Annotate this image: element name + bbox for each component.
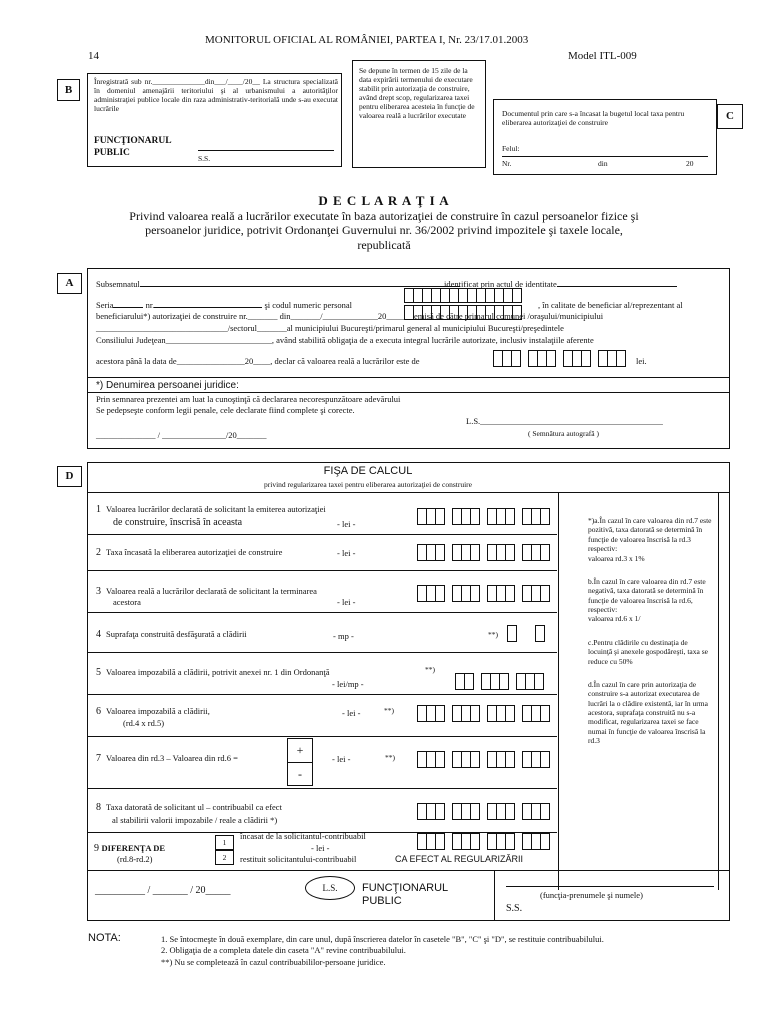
- side-notes: [588, 516, 712, 746]
- side-note-b: b.În cazul în care valoarea din rd.7 este negativă, taxa datorată se determină în funcţie de valoarea înscrisă la rd.6, respectiv:: [588, 576, 706, 614]
- box-b: [87, 73, 342, 167]
- row-label: Suprafaţa construită desfăşurată a clădirii: [106, 629, 247, 639]
- deadline-note-box: [352, 60, 486, 168]
- box-c-letter: C: [717, 104, 743, 129]
- calc-title: FIŞA DE CALCUL: [323, 465, 413, 477]
- row8-value-field[interactable]: [417, 802, 557, 820]
- calc-row: [87, 570, 557, 613]
- row5-value-field[interactable]: [417, 672, 551, 690]
- row-unit: - lei -: [337, 548, 356, 558]
- row-number: 6: [96, 706, 101, 717]
- deadline-note: Se depune în termen de 15 zile de la data expirării termenului de executare stabilit prin autorizaţia de construire, având drept scop, regularizarea taxei pentru eliberarea acesteia în funcţie de valoarea reală a lucrărilor executate: [359, 66, 475, 120]
- row2-value-field[interactable]: [417, 543, 557, 561]
- calc-row: [87, 652, 557, 695]
- regularization-effect: CA EFECT AL REGULARIZĂRII: [395, 854, 524, 864]
- row-label: Valoarea impozabilă a clădirii, potrivit anexei nr. 1 din Ordonanţă: [106, 667, 330, 677]
- box-c-nr: Nr.: [502, 159, 512, 168]
- calc-row: [87, 694, 557, 737]
- nr-label: nr.: [145, 300, 155, 310]
- row4-value-field-2[interactable]: [535, 624, 544, 642]
- row-number: 7: [96, 753, 101, 764]
- row-label-2: al stabilirii valorii impozabile / reale a clădirii *): [112, 815, 278, 825]
- row-label: Valoarea reală a lucrărilor declarată de solicitant la terminarea: [106, 586, 317, 596]
- box-d-letter: D: [57, 466, 82, 487]
- legal-text-1: Prin semnarea prezentei am luat la cunoştinţă că declararea necorespunzătoare adevărului: [96, 394, 401, 404]
- box-a-ls: L.S.___________________________________________: [466, 416, 663, 426]
- row3-value-field[interactable]: [417, 584, 557, 602]
- row4-value-field[interactable]: [507, 624, 516, 642]
- side-note-a-formula: valoarea rd.3 x 1%: [588, 553, 645, 563]
- box-a-line4: _______________________________/sectorul_______al municipiului Bucureşti/primarul general al municipiului Bucureşti/preşedintele: [96, 323, 564, 333]
- box-a-line3: beneficiarului*) autorizaţiei de construire nr._______ din_______/_____________20______ emisă de către primarul comunei /oraşului/municipiului: [96, 311, 604, 321]
- row-mark: **): [384, 706, 394, 715]
- minus-sign[interactable]: -: [298, 767, 302, 781]
- row-unit: - lei/mp -: [332, 679, 364, 689]
- row-label-2: de construire, înscrisă în aceasta: [113, 517, 243, 528]
- side-note-c: c.Pentru clădirile cu destinaţia de locuinţă şi anexele gospodăreşti, taxa se reduce cu 50%: [588, 637, 708, 666]
- box-b-ss: S.S.: [198, 154, 211, 163]
- calc-row-9: [87, 832, 557, 868]
- box-a-letter: A: [57, 273, 82, 294]
- row-label: Taxa datorată de solicitant ul – contribuabil ca efect: [106, 802, 282, 812]
- row-number: 2: [96, 547, 101, 558]
- difference-label: DIFERENŢA DE: [101, 843, 166, 853]
- row-label: Valoarea impozabilă a clădirii,: [106, 706, 210, 716]
- legal-text-2: Se pedepseşte conform legii penale, cele declarate fiind complete şi corecte.: [96, 405, 355, 415]
- row1-value-field[interactable]: [417, 507, 557, 525]
- row9-unit: - lei -: [311, 843, 330, 853]
- row-number: 1: [96, 504, 101, 515]
- row-label-2: (rd.4 x rd.5): [123, 718, 165, 728]
- calc-row: [87, 534, 557, 571]
- box-b-functionar: FUNCŢIONARUL PUBLIC: [94, 136, 172, 158]
- nota-item: **) Nu se completează în cazul contribuabililor-persoane juridice.: [161, 956, 386, 967]
- row-label-2: acestora: [113, 597, 141, 607]
- side-note-d: d.În cazul în care prin autorizaţia de construire s-a autorizat executarea de lucrări la o clădire existentă, iar în urma acestora, suprafaţa construită nu s-a modificat, regularizarea taxei se face numai în funcţie de valoarea înscrisă la rd.3: [588, 679, 708, 746]
- calc-row: [87, 612, 557, 653]
- option-1-label: încasat de la solicitantul-contribuabil: [240, 831, 366, 841]
- row6-value-field[interactable]: [417, 704, 557, 722]
- row-number: 4: [96, 629, 101, 640]
- calc-row: [87, 736, 557, 789]
- box-a-line5: Consiliului Judeţean_________________________, având stabilită obligaţia de a executa integral lucrările autorizate, inclusiv instalaţiile aferente: [96, 335, 594, 345]
- row-number: 9: [94, 843, 99, 854]
- box-c-felul: Felul:: [502, 144, 520, 153]
- functionar-label: FUNCŢIONARUL PUBLIC: [362, 882, 448, 907]
- nota-item: 1. Se întocmeşte în două exemplare, din care unul, după înscrierea datelor în casetele "B", "C" şi "D", se restituie contribuabilului.: [161, 934, 604, 944]
- box-b-text: Înregistrată sub nr.______________din___/____/20__ La structura specializată în domeniul amenajării teritoriului şi al urbanismului a autorităţilor administraţiei publice locale din raza administrativ-teritorială unde s-au executat lucrările: [94, 77, 338, 113]
- row-label: Valoarea din rd.3 – Valoarea din rd.6 =: [106, 753, 238, 763]
- row-unit: - lei -: [332, 754, 351, 764]
- lei-label: lei.: [636, 356, 647, 366]
- row9-value-field[interactable]: [417, 832, 557, 850]
- cnp-label: şi codul numeric personal: [264, 300, 353, 310]
- function-name-label: (funcţia-prenumele şi numele): [540, 890, 643, 900]
- box-a: [87, 268, 730, 449]
- option-2-box[interactable]: 2: [215, 850, 234, 865]
- option-1-box[interactable]: 1: [215, 835, 234, 850]
- difference-formula: (rd.8-rd.2): [117, 854, 153, 864]
- row7-value-field[interactable]: [417, 750, 557, 768]
- signature-label: ( Semnătura autografă ): [528, 429, 600, 438]
- row-unit: - lei -: [337, 519, 356, 529]
- row-label: Taxa încasată la eliberarea autorizaţiei de construire: [106, 547, 283, 557]
- box-c-text: Documentul prin care s-a încasat la bugetul local taxa pentru eliberarea autorizaţiei de construire: [502, 109, 685, 127]
- row-number: 8: [96, 802, 101, 813]
- calc-subtitle: privind regularizarea taxei pentru eliberarea autorizaţiei de construire: [263, 480, 472, 489]
- nota-label: NOTA:: [88, 932, 121, 944]
- calc-row: [87, 788, 557, 833]
- journal-title: MONITORUL OFICIAL AL ROMÂNIEI, PARTEA I, Nr. 23/17.01.2003: [205, 34, 529, 46]
- box-c-din: din: [598, 159, 608, 168]
- sign-selector[interactable]: [287, 738, 313, 786]
- plus-sign[interactable]: +: [288, 739, 312, 763]
- real-value-field[interactable]: [493, 349, 633, 367]
- box-c-year: 20: [686, 159, 694, 168]
- page-number: 14: [88, 50, 99, 62]
- row-unit: - mp -: [333, 631, 354, 641]
- nota-items: [161, 934, 721, 968]
- row-number: 3: [96, 586, 101, 597]
- ls-stamp: L.S.: [305, 876, 355, 900]
- box-a-line6: acestora până la data de________________20____, declar că valoarea reală a lucrărilor este de: [96, 356, 420, 366]
- row-mark: **): [385, 753, 395, 762]
- side-note-b-formula: valoarea rd.6 x 1/: [588, 614, 641, 624]
- side-note-a: *)a.În cazul în care valoarea din rd.7 este pozitivă, taxa datorată se determină în funcţie de valoarea înscrisă la rd.3 respectiv:: [588, 516, 712, 554]
- calc-row: [87, 491, 557, 535]
- row-mark: **): [425, 665, 435, 674]
- subsemnatul-label: Subsemnatul: [96, 279, 140, 289]
- box-b-letter: B: [57, 79, 80, 101]
- box-a-footnote: *) Denumirea persoanei juridice:: [96, 380, 239, 391]
- row-label: Valoarea lucrărilor declarată de solicitant la emiterea autorizaţiei: [106, 504, 326, 514]
- row-number: 5: [96, 667, 101, 678]
- calc-date: __________ / _______ / 20_____: [95, 885, 231, 896]
- role-text: , în calitate de beneficiar al/reprezentant al: [538, 300, 683, 310]
- row-unit: - lei -: [342, 708, 361, 718]
- model-code: Model ITL-009: [568, 50, 637, 62]
- functionar-ss: S.S.: [506, 903, 523, 914]
- nota-item: 2. Obligaţia de a completa datele din caseta "A" revine contribuabilului.: [161, 945, 406, 956]
- row-unit: - lei -: [337, 597, 356, 607]
- row-mark: **): [488, 630, 498, 639]
- box-c: [493, 99, 717, 175]
- id-doc-label: identificat prin actul de identitate: [444, 279, 557, 289]
- declaration-subtitle: Privind valoarea reală a lucrărilor executate în baza autorizaţiei de construire în cazul persoanelor fizice şi persoanelor juridice, potrivit Ordonanţei Guvernului nr. 36/2002 privind impozitele şi taxele locale, republicată: [129, 209, 639, 252]
- box-a-date: ______________ / _______________/20_______: [96, 430, 267, 440]
- option-2-label: restituit solicitantului-contribuabil: [240, 854, 357, 864]
- seria-label: Seria: [96, 300, 114, 310]
- declaration-title: D E C L A R A Ţ I A: [318, 193, 450, 208]
- box-a-seria-row: [96, 300, 352, 311]
- box-b-sign-line: [198, 150, 334, 151]
